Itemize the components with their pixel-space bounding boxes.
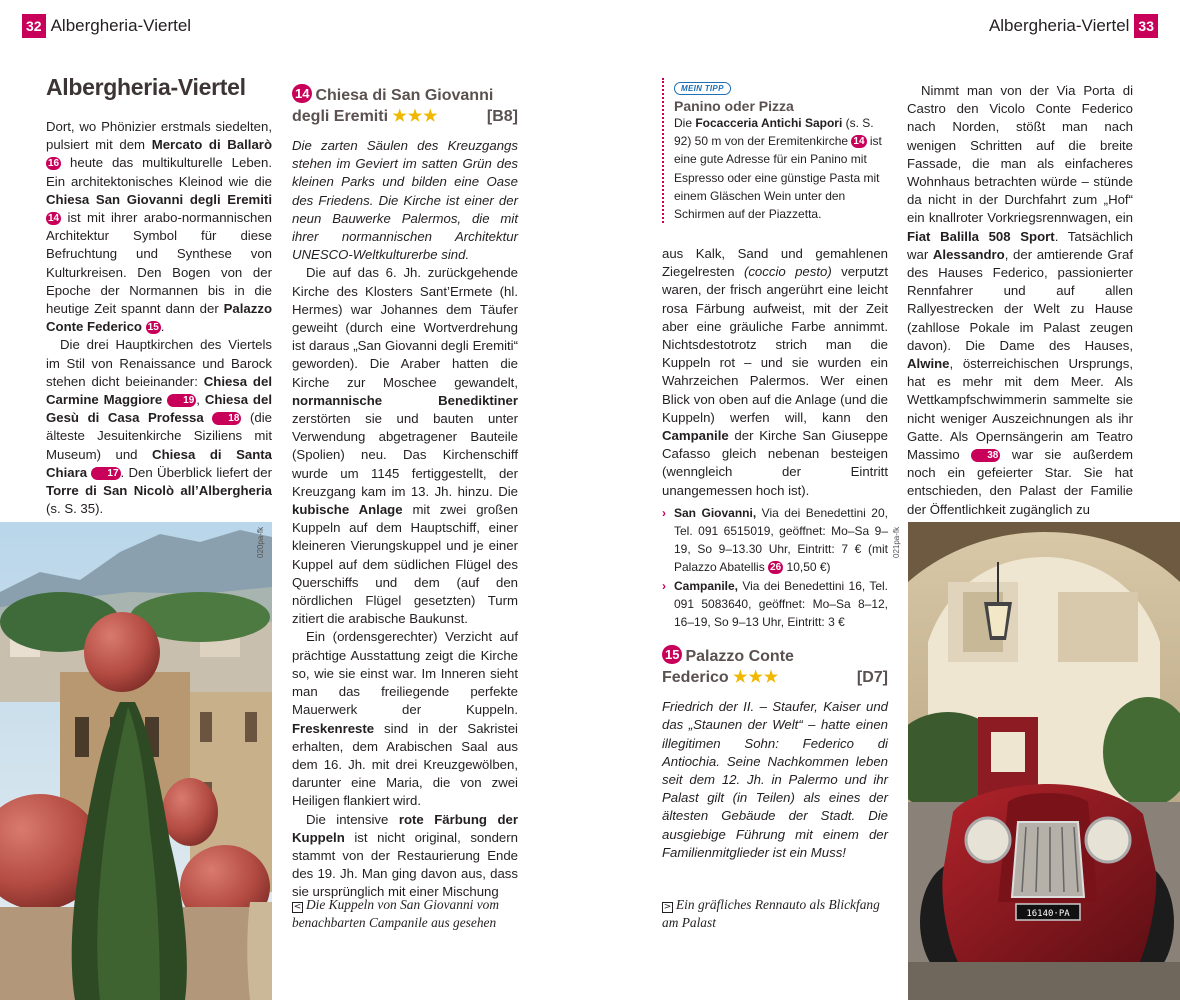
chevron-right-icon: › bbox=[662, 578, 666, 593]
photo-credit-right: 021pa-fk bbox=[892, 526, 901, 558]
left-page-header bbox=[22, 14, 191, 38]
photo-san-giovanni-domes bbox=[0, 522, 272, 1000]
section-14-title-line2: degli Eremiti bbox=[292, 108, 389, 125]
info-item-campanile: › Campanile, Via dei Benedettini 16, Tel. 091 5083640, geöffnet: Mo–Sa 8–12, 16–19, So 9–13 Uhr, Eintritt: 3 € bbox=[662, 577, 888, 632]
mein-tipp-badge: MEIN TIPP bbox=[674, 82, 731, 95]
photo-credit-left: 020pa-fk bbox=[256, 526, 265, 558]
poi-marker: 17 bbox=[91, 467, 120, 480]
chevron-right-icon: › bbox=[662, 505, 666, 520]
intro-column bbox=[46, 118, 272, 518]
section-number-14: 14 bbox=[292, 84, 312, 103]
page-number-right: 33 bbox=[1134, 14, 1158, 38]
page-title: Albergheria-Viertel bbox=[46, 74, 246, 100]
intro-paragraph-1: Dort, wo Phönizier erstmals siedelten, pulsiert mit dem Mercato di Ballarò 16 heute das multikulturelle Leben. Ein architektonisches Kleinod wie die Chiesa San Giovanni degli Eremiti 14 ist mit ihrer arabo-normannischen Architektur Symbol für diese Befruchtung und Synthese von Kulturkreisen. Den Bogen von der Epoche der Normannen bis in die heutige Zeit spannt dann der Palazzo Conte Federico 15 . bbox=[46, 119, 272, 335]
tip-text: Die Focacceria Antichi Sapori (s. S. 92) 50 m von der Eremitenkirche 14 ist eine gute Adresse für ein Panino mit Espresso oder eine günstige Pasta mit einem Gläschen Wein unter den Schirmen auf der Piazzetta. bbox=[674, 116, 882, 222]
right-column-paragraph: Nimmt man von der Via Porta di Castro den Vicolo Conte Federico nach Norden, stößt man nach wenigen Schritten auf die breite Fassade, die man als einfacheres Wohnhaus betrachten würde – stünde da nicht in der Durchfahrt zum „Hof“ ein knallroter Vorkriegsrennwagen, ein Fiat Balilla 508 Sport. Tatsächlich war Alessandro, der amtierende Graf des Hauses Federico, passionierter Rennfahrer und auf allen Rallyestrecken der Welt zu Hause (zahllose Pokale im Palast zeugen davon). Die Dame des Hauses, Alwine, österreichischen Ursprungs, hat es mehr mit dem Meer. Als Wettkampfschwimmerin sammelte sie nicht weniger Auszeichnungen als ihr Gatte. Als Opernsängerin am Teatro Massimo 38 war sie außerdem noch ein gefeierter Star. Sie hat entschieden, den Palast der Familie der Öffentlichkeit zugänglich zu bbox=[907, 83, 1133, 517]
caption-arrow-left-icon: < bbox=[293, 902, 302, 912]
caption-arrow-right-icon: > bbox=[663, 902, 672, 912]
license-plate: 16140·PA bbox=[1026, 909, 1070, 919]
rating-stars: ★★★ bbox=[392, 108, 439, 125]
intro-paragraph-2: Die drei Hauptkirchen des Viertels im Stil von Renaissance und Barock stehen dicht beieinander: Chiesa del Carmine Maggiore 19 , Chiesa del Gesù di Casa Professa 18 (die älteste Jesuitenkirche Siziliens mit Museum) und Chiesa di Santa Chiara 17 . Den Überblick liefert der Torre di San Nicolò all’Albergheria (s. S. 35). bbox=[46, 337, 272, 517]
photo-caption-right: > Ein gräfliches Rennauto als Blickfang am Palast bbox=[662, 897, 880, 930]
map-grid-reference: [B8] bbox=[486, 108, 518, 125]
mein-tipp-box bbox=[662, 78, 888, 223]
page-number-left: 32 bbox=[22, 14, 46, 38]
section-15-heading bbox=[662, 645, 888, 688]
map-grid-reference: [D7] bbox=[856, 669, 888, 687]
poi-marker: 38 bbox=[971, 449, 1000, 462]
section-15-title-line2: Federico bbox=[662, 669, 729, 687]
poi-marker: 15 bbox=[147, 322, 159, 334]
poi-marker: 18 bbox=[212, 412, 241, 425]
section-15-title-line1: Palazzo Conte bbox=[685, 648, 794, 666]
running-title-right: Albergheria-Viertel bbox=[988, 16, 1130, 35]
section-15-lead: Friedrich der II. – Staufer, Kaiser und das „Staunen der Welt“ – hatte einen illegitimen Sohn: Federico di Antiochia. Seine Nachkommen leben seit dem 12. Jh. in Palermo und ihr Palast gilt (in Teilen) als eines der ältesten Gebäude der Stadt. Die ausgiebige Führung mit einem der Familienmitglieder ist ein Muss! bbox=[662, 699, 888, 860]
right-column bbox=[907, 82, 1133, 519]
section-number-15: 15 bbox=[662, 645, 682, 664]
rating-stars: ★★★ bbox=[733, 669, 780, 687]
poi-marker: 14 bbox=[853, 136, 865, 148]
poi-marker: 16 bbox=[48, 158, 60, 170]
poi-marker: 14 bbox=[48, 213, 60, 225]
section-14-column bbox=[292, 84, 518, 902]
info-item-san-giovanni: › San Giovanni, Via dei Benedettini 20, Tel. 091 6515019, geöffnet: Mo–Sa 9–19, So 9–13.30 Uhr, Eintritt: 7 € (mit Palazzo Abatellis 26 10,50 €) bbox=[662, 504, 888, 577]
section-14-paragraph-2: Ein (ordensgerechter) Verzicht auf prächtige Ausstattung zeigt die Kirche so, wie sie einst war. Im Inneren sieht man das freiliegende perfekte Mauerwerk der Kuppeln. Freskenreste sind in der Sakristei erhalten, dem Arabischen Saal aus dem 16. Jh. mit drei Kreuzgewölben, darunter eine Maria, die von zwei Heiligen flankiert wird. bbox=[292, 629, 518, 809]
section-14-paragraph-3: Die intensive rote Färbung der Kuppeln ist nicht original, sondern stammt von der Restaurierung Ende des 19. Jh. Man ging davon aus, dass sie ursprünglich mit einer Mischung bbox=[292, 811, 518, 900]
section-14-lead: Die zarten Säulen des Kreuzgangs stehen im Geviert im satten Grün des kleinen Parks und bilden eine Oase des Friedens. Die Kirche ist einer der neun Bauwerke Palermos, die mit ihrer normannischen Architektur UNESCO-Weltkulturerbe sind. bbox=[292, 138, 518, 263]
continued-column bbox=[662, 245, 888, 862]
photo-caption-left: < Die Kuppeln von San Giovanni vom benachbarten Campanile aus gesehen bbox=[292, 897, 500, 930]
continued-paragraph: aus Kalk, Sand und gemahlenen Ziegelresten (coccio pesto) verputzt waren, der frisch angerührt eine leicht rosa Färbung aufweist, mit der Zeit aber eine gräuliche Farbe annimmt. Nichtsdestotrotz strich man die Kuppeln rot – und sie wurden ein Wahrzeichen Palermos. Wer einen Blick von oben auf die Anlage (und die Kuppeln) werfen will, kann den Campanile der Kirche San Giuseppe Cafasso gleich nebenan besteigen (wenngleich der Eintritt unangemessen hoch ist). bbox=[662, 246, 889, 498]
practical-info-list bbox=[662, 504, 888, 631]
section-14-paragraph-1: Die auf das 6. Jh. zurückgehende Kirche des Klosters Sant’Ermete (hl. Hermes) war Johannes dem Täufer geweiht (durch eine Wortverdrehung ist daraus „San Giovanni degli Eremiti“ geworden). Die Araber hatten die Kirche zur Moschee gewandelt, normannische Benediktiner zerstörten sie und bauten unter Verwendung abgetragener Bauteile (Spolien) neu. Das Kirchenschiff wurde um 1145 fertiggestellt, der Kreuzgang kam im 13. Jh. hinzu. Die kubische Anlage mit zwei großen Kuppeln auf dem Hauptschiff, einer kleineren Vierungskuppel und je einer Kuppel auf dem südlichen Flügel des Querschiffs und dem (auf den nördlichen Flügel gesetzten) Turm zitiert die arabische Baukunst. bbox=[292, 265, 518, 627]
photo-race-car bbox=[908, 522, 1180, 1000]
right-page-header bbox=[989, 14, 1158, 38]
poi-marker: 19 bbox=[167, 394, 196, 407]
running-title-left: Albergheria-Viertel bbox=[50, 16, 192, 35]
section-14-heading bbox=[292, 84, 518, 127]
section-14-title-line1: Chiesa di San Giovanni bbox=[315, 87, 494, 104]
poi-marker: 26 bbox=[770, 562, 782, 574]
tip-title: Panino oder Pizza bbox=[674, 98, 794, 114]
